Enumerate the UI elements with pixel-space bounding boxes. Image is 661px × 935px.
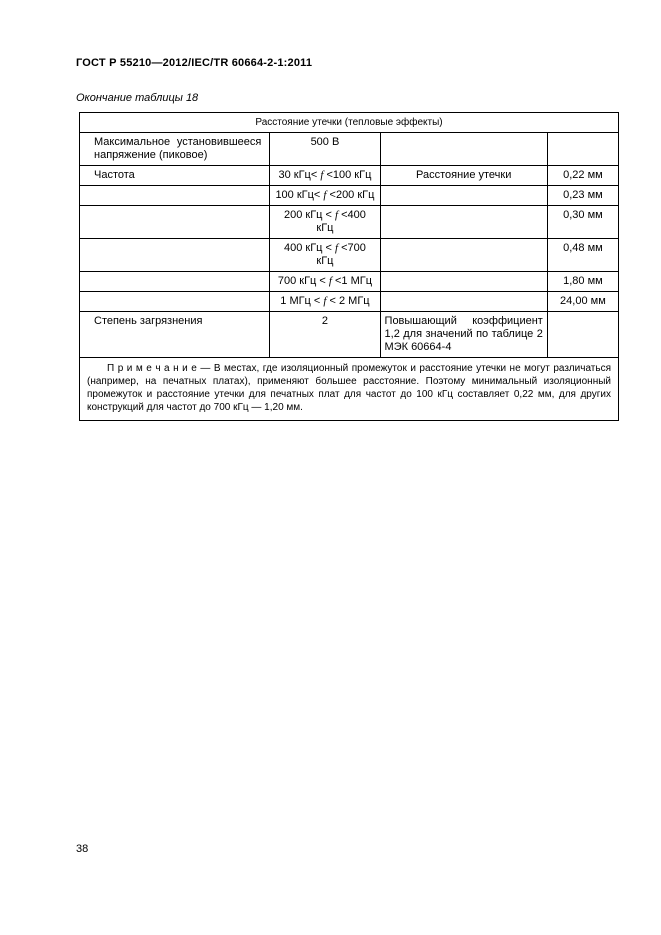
table-row [80,133,619,166]
table-note: П р и м е ч а н и е — В местах, где изоляционный промежуток и расстояние утечки не могут различаться (например, на печатных платах), применяют большее расстояние. Поэтому минимальный изоляционный промежуток и расстояние утечки для печатных плат для частот до 100 кГц составляет 0,22 мм, для других конструкций для частот до 700 кГц — 1,20 мм. [80,358,619,421]
table-cell: Степень загрязнения [80,312,270,358]
table-cell: 1,80 мм [547,272,618,292]
table-cell [80,292,270,312]
table-cell: 24,00 мм [547,292,618,312]
table-cell: 0,23 мм [547,186,618,206]
table-cell [80,239,270,272]
table-cell: 0,30 мм [547,206,618,239]
table-title-row [80,113,619,133]
table-cell [380,206,547,239]
table-cell [80,186,270,206]
table-caption: Окончание таблицы 18 [76,92,199,104]
table-cell [380,272,547,292]
table-cell [80,206,270,239]
table-row [80,186,619,206]
table-cell: 2 [270,312,380,358]
table-cell [380,186,547,206]
table-cell: 1 МГц < f < 2 МГц [270,292,380,312]
table-cell: 200 кГц < f <400 кГц [270,206,380,239]
table-cell [380,239,547,272]
page-number: 38 [76,843,89,855]
table-cell: 0,48 мм [547,239,618,272]
table-row [80,272,619,292]
document-header: ГОСТ Р 55210—2012/IEC/TR 60664-2-1:2011 [76,57,313,69]
table-cell: 700 кГц < f <1 МГц [270,272,380,292]
table-row [80,239,619,272]
table-cell: 400 кГц < f <700 кГц [270,239,380,272]
table-cell [380,133,547,166]
table-row [80,312,619,358]
table-cell: 100 кГц< f <200 кГц [270,186,380,206]
table-row [80,292,619,312]
table-cell [547,133,618,166]
table-cell: 500 В [270,133,380,166]
table-cell [80,272,270,292]
leakage-distance-table [79,112,619,421]
table-row [80,166,619,186]
table-cell: Частота [80,166,270,186]
table-cell: 30 кГц< f <100 кГц [270,166,380,186]
table-cell: Максимальное установившееся напряжение (пиковое) [80,133,270,166]
table-cell: 0,22 мм [547,166,618,186]
table-row [80,206,619,239]
table-cell: Повышающий коэффициент 1,2 для значений по таблице 2 МЭК 60664-4 [380,312,547,358]
table-title: Расстояние утечки (тепловые эффекты) [80,113,619,133]
table-cell: Расстояние утечки [380,166,547,186]
table-cell [380,292,547,312]
table-cell [547,312,618,358]
note-row [80,358,619,421]
